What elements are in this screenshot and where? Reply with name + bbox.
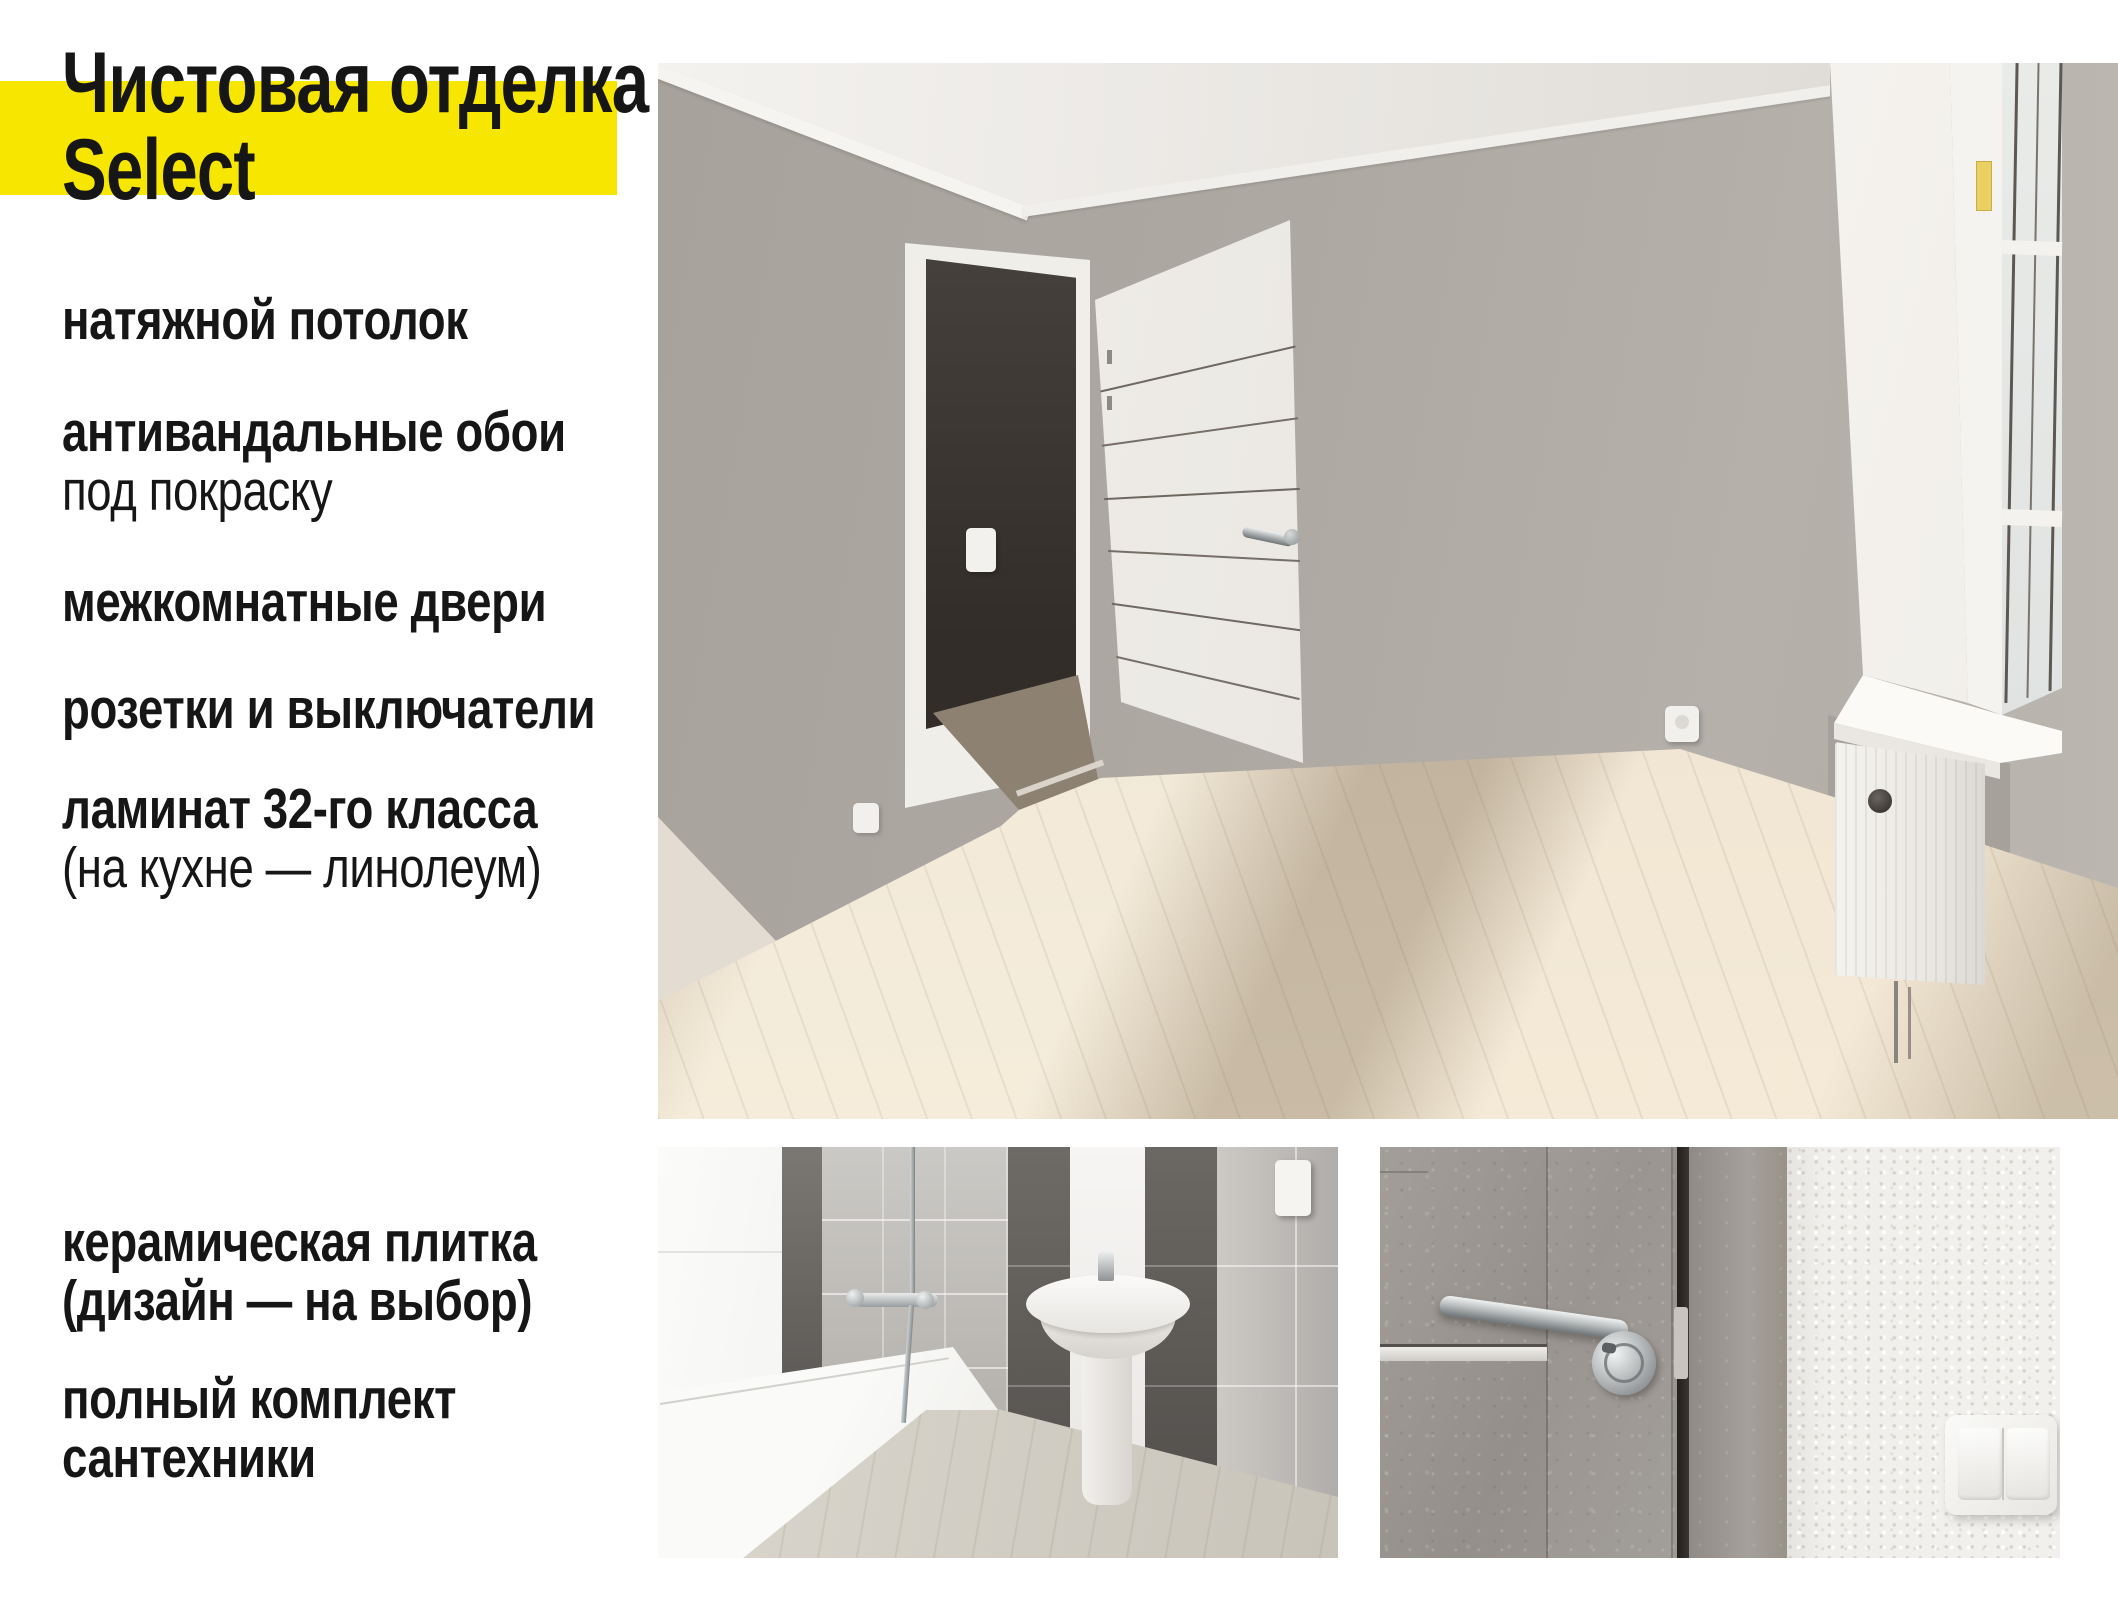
door-aluminum-strip: [1380, 1347, 1547, 1361]
sink-tap: [1098, 1251, 1114, 1281]
bathroom-switch: [1275, 1160, 1311, 1216]
window-transom-bar: [2002, 509, 2063, 527]
feature-doors: [62, 570, 547, 634]
feature-line-secondary: под покраску: [62, 459, 333, 523]
radiator-valve-knob: [1868, 789, 1892, 813]
page-title: [62, 35, 649, 218]
feature-ceiling: [62, 288, 468, 352]
light-switch: [966, 528, 996, 572]
feature-wallpaper: [62, 400, 566, 523]
feature-line: антивандальные обои: [62, 400, 566, 464]
feature-laminate: [62, 777, 542, 900]
door-jamb: [1689, 1147, 1787, 1558]
feature-line: ламинат 32-го класса: [62, 777, 538, 841]
door-panel-joint: [1380, 1171, 1428, 1173]
door-stile-edge: [1671, 1147, 1673, 1558]
door-hinge: [1107, 350, 1112, 364]
feature-line: розетки и выключатели: [62, 677, 596, 741]
window-transom-bar: [2002, 240, 2062, 256]
wall-switch-rocker: [1958, 1428, 2002, 1500]
shower-riser: [910, 1147, 915, 1297]
room-photo: [658, 63, 2118, 1119]
feature-line-secondary: (дизайн — на выбор): [62, 1269, 533, 1333]
tile-grout: [658, 1251, 782, 1253]
bathroom-photo: [658, 1147, 1338, 1558]
feature-line: керамическая плитка: [62, 1210, 537, 1274]
radiator-pipe: [1908, 987, 1911, 1059]
radiator: [1835, 742, 1985, 985]
feature-line: натяжной потолок: [62, 288, 468, 352]
feature-line: полный комплект: [62, 1367, 457, 1431]
feature-sockets: [62, 677, 596, 741]
feature-tiles: [62, 1210, 537, 1333]
mixer-escutcheon: [846, 1289, 864, 1307]
page-title-line2: Select: [62, 122, 255, 218]
switch-divider: [2002, 1428, 2004, 1500]
door-hinge: [1107, 396, 1112, 410]
feature-line-secondary: (на кухне — линолеум): [62, 836, 542, 900]
page-title-line1: Чистовая отделка: [62, 35, 649, 131]
wall-socket: [853, 803, 879, 833]
mixer-escutcheon: [916, 1291, 934, 1309]
latch-strike-plate: [1674, 1307, 1688, 1379]
sink-pedestal: [1082, 1339, 1132, 1505]
window-sticker: [1976, 161, 1992, 211]
radiator-pipe: [1894, 981, 1898, 1063]
feature-plumbing: [62, 1367, 457, 1490]
door-handle-rose: [1284, 529, 1300, 545]
sink-basin: [1026, 1275, 1190, 1333]
wall-switch-rocker: [2006, 1428, 2050, 1500]
feature-line-secondary: сантехники: [62, 1426, 316, 1490]
handle-neck: [1601, 1342, 1616, 1354]
door-handle-photo: [1380, 1147, 2060, 1558]
doorway-opening: [926, 259, 1076, 729]
socket-center: [1675, 715, 1689, 729]
feature-line: межкомнатные двери: [62, 570, 547, 634]
